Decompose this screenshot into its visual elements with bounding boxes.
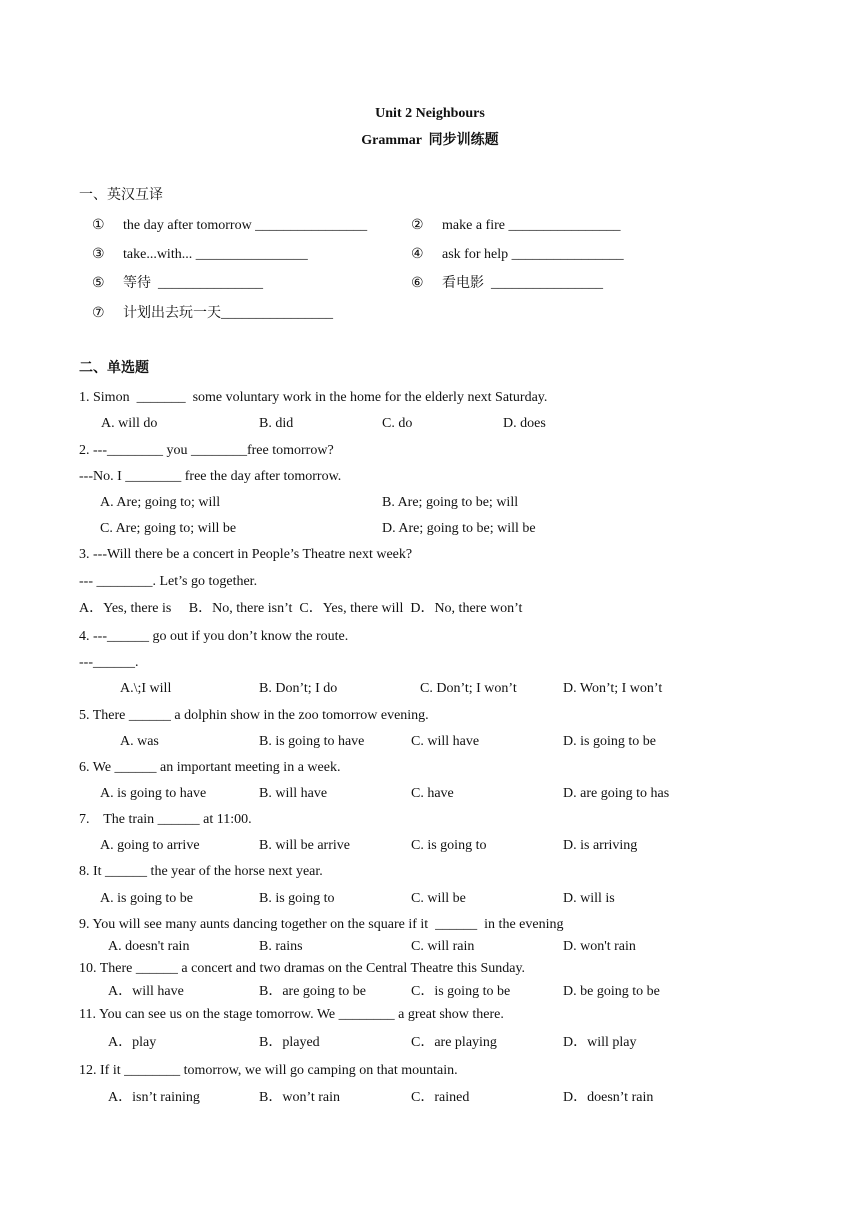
- question-stem: 8. It ______ the year of the horse next year.: [79, 864, 323, 879]
- option-d: D. be going to be: [563, 984, 660, 999]
- section1-heading: 一、英汉互译: [79, 188, 163, 203]
- option-a: A.\;I will: [120, 681, 172, 696]
- option-d: D. are going to has: [563, 786, 670, 801]
- item-text: 看电影 ________________: [442, 276, 603, 291]
- option-c: C. will have: [411, 734, 480, 749]
- page-subtitle: Grammar 同步训练题: [361, 133, 499, 148]
- option-d: D. does: [503, 416, 546, 431]
- option-b: B. is going to: [259, 891, 335, 906]
- item-text: take...with... ________________: [123, 247, 308, 262]
- option-c: C．rained: [411, 1090, 470, 1105]
- item-number: ③: [92, 247, 105, 262]
- question-stem: 9. You will see many aunts dancing together on the square if it ______ in the evening: [79, 917, 564, 932]
- option-a: A. going to arrive: [100, 838, 200, 853]
- question-stem: 6. We ______ an important meeting in a week.: [79, 760, 341, 775]
- option-d: D. won't rain: [563, 939, 636, 954]
- section2-heading: 二、单选题: [79, 361, 149, 376]
- option-d: D. is going to be: [563, 734, 656, 749]
- option-c: C．are playing: [411, 1035, 497, 1050]
- option-b: B. rains: [259, 939, 303, 954]
- option-a: A. is going to be: [100, 891, 193, 906]
- item-text: make a fire ________________: [442, 218, 621, 233]
- option-c: C．is going to be: [411, 984, 511, 999]
- question-stem: 12. If it ________ tomorrow, we will go camping on that mountain.: [79, 1063, 458, 1078]
- item-number: ⑤: [92, 276, 105, 291]
- question-stem: 2. ---________ you ________free tomorrow?: [79, 443, 334, 458]
- option-a: A. doesn't rain: [108, 939, 190, 954]
- option-b: B. is going to have: [259, 734, 365, 749]
- option-b: B．won’t rain: [259, 1090, 341, 1105]
- option-d: D. will is: [563, 891, 615, 906]
- option-a: A．play: [108, 1035, 157, 1050]
- option-c: C. do: [382, 416, 413, 431]
- option-c: C. Don’t; I won’t: [420, 681, 517, 696]
- item-number: ⑦: [92, 306, 105, 321]
- question-stem: 4. ---______ go out if you don’t know the route.: [79, 629, 349, 644]
- option-d: D. Are; going to be; will be: [382, 521, 536, 536]
- item-text: 等待 _______________: [123, 276, 263, 291]
- question-stem: 10. There ______ a concert and two dramas on the Central Theatre this Sunday.: [79, 961, 526, 976]
- option-a: A. Are; going to; will: [100, 495, 221, 510]
- option-b: B. Are; going to be; will: [382, 495, 519, 510]
- question-stem: 3. ---Will there be a concert in People’s Theatre next week?: [79, 547, 413, 562]
- item-text: 计划出去玩一天________________: [123, 306, 333, 321]
- item-number: ②: [411, 218, 424, 233]
- item-number: ①: [92, 218, 105, 233]
- option-c: C. have: [411, 786, 454, 801]
- options-line: A．Yes, there is B．No, there isn’t C．Yes, there will D．No, there won’t: [79, 601, 523, 616]
- option-d: D. is arriving: [563, 838, 638, 853]
- question-stem-2: --- ________. Let’s go together.: [79, 574, 258, 589]
- option-a: A．will have: [108, 984, 184, 999]
- option-b: B. did: [259, 416, 294, 431]
- option-c: C. will rain: [411, 939, 475, 954]
- option-d: D. Won’t; I won’t: [563, 681, 663, 696]
- option-b: B. will be arrive: [259, 838, 350, 853]
- question-stem: 11. You can see us on the stage tomorrow. We ________ a great show there.: [79, 1007, 504, 1022]
- option-c: C. is going to: [411, 838, 487, 853]
- question-stem: 5. There ______ a dolphin show in the zoo tomorrow evening.: [79, 708, 429, 723]
- question-stem-2: ---______.: [79, 655, 139, 670]
- page-title: Unit 2 Neighbours: [375, 106, 485, 121]
- option-d: D．will play: [563, 1035, 637, 1050]
- option-b: B．are going to be: [259, 984, 366, 999]
- item-text: the day after tomorrow ________________: [123, 218, 368, 233]
- item-number: ⑥: [411, 276, 424, 291]
- option-a: A. was: [120, 734, 159, 749]
- option-b: B. Don’t; I do: [259, 681, 338, 696]
- option-b: B. will have: [259, 786, 328, 801]
- item-number: ④: [411, 247, 424, 262]
- option-c: C. Are; going to; will be: [100, 521, 237, 536]
- question-stem-2: ---No. I ________ free the day after tomorrow.: [79, 469, 342, 484]
- option-d: D．doesn’t rain: [563, 1090, 654, 1105]
- question-stem: 7. The train ______ at 11:00.: [79, 812, 252, 827]
- question-stem: 1. Simon _______ some voluntary work in the home for the elderly next Saturday.: [79, 390, 548, 405]
- option-a: A．isn’t raining: [108, 1090, 200, 1105]
- item-text: ask for help ________________: [442, 247, 624, 262]
- option-c: C. will be: [411, 891, 466, 906]
- option-a: A. will do: [101, 416, 158, 431]
- option-a: A. is going to have: [100, 786, 207, 801]
- option-b: B．played: [259, 1035, 320, 1050]
